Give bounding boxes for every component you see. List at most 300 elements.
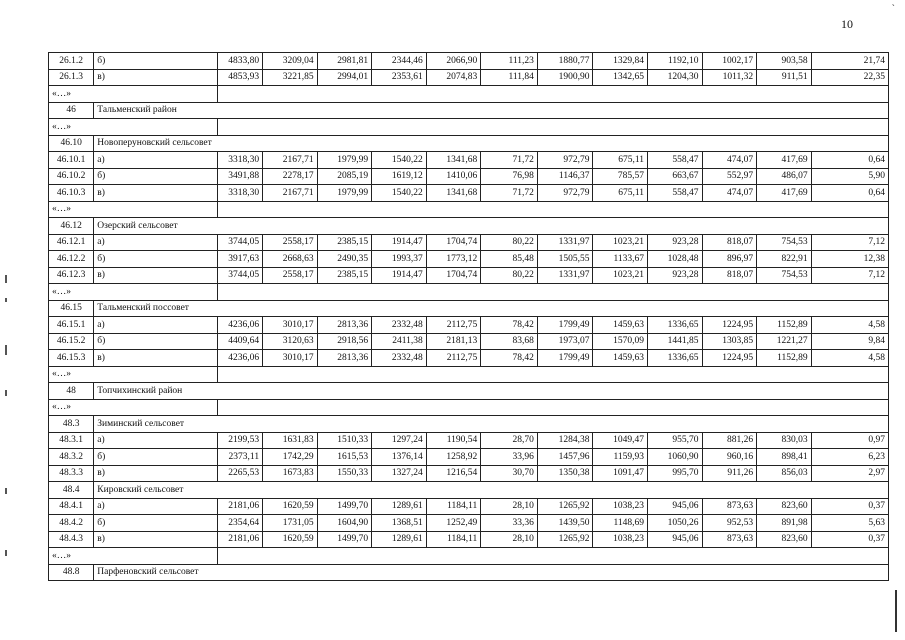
row-code-cell: 46.12.1 xyxy=(49,234,94,251)
ellipsis-row xyxy=(49,548,889,565)
value-cell: 28,10 xyxy=(481,531,538,548)
value-cell: 1028,48 xyxy=(648,251,703,268)
table-row xyxy=(49,185,889,202)
value-cell: 33,96 xyxy=(481,449,538,466)
value-cell: 3318,30 xyxy=(217,152,262,169)
row-code-cell: 48.3.2 xyxy=(49,449,94,466)
value-cell: 818,07 xyxy=(702,234,757,251)
value-cell: 1499,70 xyxy=(317,498,372,515)
row-code-cell: 26.1.3 xyxy=(49,69,94,86)
value-cell: 1620,59 xyxy=(263,498,318,515)
value-cell: 1224,95 xyxy=(702,350,757,367)
ellipsis-row xyxy=(49,201,889,218)
value-cell: 1604,90 xyxy=(317,515,372,532)
row-variant-cell: б) xyxy=(94,168,218,185)
table-row xyxy=(49,69,889,86)
value-cell: 1439,50 xyxy=(537,515,593,532)
value-cell: 1570,09 xyxy=(593,333,648,350)
row-code-cell: 46.10.3 xyxy=(49,185,94,202)
empty-cell xyxy=(217,119,888,136)
row-variant-cell: в) xyxy=(94,531,218,548)
row-code-cell: 46.12.2 xyxy=(49,251,94,268)
value-cell: 2278,17 xyxy=(263,168,318,185)
value-cell: 952,53 xyxy=(702,515,757,532)
value-cell: 1002,17 xyxy=(702,53,757,70)
row-code-cell: 48.4.1 xyxy=(49,498,94,515)
value-cell: 4833,80 xyxy=(217,53,262,70)
value-cell: 1773,12 xyxy=(426,251,481,268)
value-cell: 2981,81 xyxy=(317,53,372,70)
section-label-cell: Озерский сельсовет xyxy=(94,218,889,235)
row-code-cell: 46.12.3 xyxy=(49,267,94,284)
value-cell: 2994,01 xyxy=(317,69,372,86)
section-code-cell: 48 xyxy=(49,383,94,400)
empty-cell xyxy=(217,86,888,103)
empty-cell xyxy=(217,548,888,565)
value-cell: 754,53 xyxy=(757,234,812,251)
value-cell: 111,23 xyxy=(481,53,538,70)
value-cell: 1297,24 xyxy=(372,432,427,449)
section-label-cell: Тальменский район xyxy=(94,102,889,119)
value-cell: 2354,64 xyxy=(217,515,262,532)
value-cell: 2,97 xyxy=(811,465,888,482)
value-cell: 1499,70 xyxy=(317,531,372,548)
value-cell: 3120,63 xyxy=(263,333,318,350)
value-cell: 754,53 xyxy=(757,267,812,284)
value-cell: 2490,35 xyxy=(317,251,372,268)
value-cell: 4236,06 xyxy=(217,350,262,367)
value-cell: 1619,12 xyxy=(372,168,427,185)
row-variant-cell: а) xyxy=(94,432,218,449)
section-label-cell: Кировский сельсовет xyxy=(94,482,889,499)
corner-tick-mark: ˋ xyxy=(891,4,895,15)
value-cell: 1329,84 xyxy=(593,53,648,70)
value-cell: 1376,14 xyxy=(372,449,427,466)
table-row xyxy=(49,333,889,350)
value-cell: 891,98 xyxy=(757,515,812,532)
row-code-cell: 46.15.3 xyxy=(49,350,94,367)
value-cell: 1060,90 xyxy=(648,449,703,466)
value-cell: 1284,38 xyxy=(537,432,593,449)
value-cell: 0,64 xyxy=(811,152,888,169)
ellipsis-row xyxy=(49,284,889,301)
ellipsis-cell: «…» xyxy=(49,201,218,218)
value-cell: 1368,51 xyxy=(372,515,427,532)
value-cell: 5,90 xyxy=(811,168,888,185)
value-cell: 2332,48 xyxy=(372,317,427,334)
value-cell: 923,28 xyxy=(648,234,703,251)
row-variant-cell: б) xyxy=(94,251,218,268)
value-cell: 2181,13 xyxy=(426,333,481,350)
value-cell: 474,07 xyxy=(702,185,757,202)
value-cell: 22,35 xyxy=(811,69,888,86)
table-row xyxy=(49,449,889,466)
value-cell: 0,97 xyxy=(811,432,888,449)
value-cell: 911,51 xyxy=(757,69,812,86)
value-cell: 28,70 xyxy=(481,432,538,449)
row-code-cell: 48.4.3 xyxy=(49,531,94,548)
value-cell: 0,37 xyxy=(811,531,888,548)
value-cell: 856,03 xyxy=(757,465,812,482)
value-cell: 1342,65 xyxy=(593,69,648,86)
value-cell: 3744,05 xyxy=(217,234,262,251)
value-cell: 1023,21 xyxy=(593,267,648,284)
value-cell: 3491,88 xyxy=(217,168,262,185)
table-row xyxy=(49,152,889,169)
value-cell: 1224,95 xyxy=(702,317,757,334)
row-code-cell: 46.10.1 xyxy=(49,152,94,169)
table-row xyxy=(49,251,889,268)
value-cell: 1615,53 xyxy=(317,449,372,466)
value-cell: 830,03 xyxy=(757,432,812,449)
section-label-cell: Топчихинский район xyxy=(94,383,889,400)
value-cell: 6,23 xyxy=(811,449,888,466)
value-cell: 1091,47 xyxy=(593,465,648,482)
value-cell: 4409,64 xyxy=(217,333,262,350)
value-cell: 2385,15 xyxy=(317,234,372,251)
value-cell: 1880,77 xyxy=(537,53,593,70)
value-cell: 558,47 xyxy=(648,152,703,169)
value-cell: 1152,89 xyxy=(757,350,812,367)
value-cell: 2112,75 xyxy=(426,350,481,367)
value-cell: 4853,93 xyxy=(217,69,262,86)
value-cell: 995,70 xyxy=(648,465,703,482)
value-cell: 1540,22 xyxy=(372,152,427,169)
ellipsis-cell: «…» xyxy=(49,548,218,565)
value-cell: 1265,92 xyxy=(537,498,593,515)
empty-cell xyxy=(217,366,888,383)
value-cell: 1457,96 xyxy=(537,449,593,466)
value-cell: 111,84 xyxy=(481,69,538,86)
value-cell: 2066,90 xyxy=(426,53,481,70)
value-cell: 1050,26 xyxy=(648,515,703,532)
value-cell: 417,69 xyxy=(757,152,812,169)
value-cell: 5,63 xyxy=(811,515,888,532)
value-cell: 2353,61 xyxy=(372,69,427,86)
row-variant-cell: б) xyxy=(94,449,218,466)
value-cell: 823,60 xyxy=(757,531,812,548)
page-edge-mark xyxy=(891,590,897,632)
value-cell: 80,22 xyxy=(481,234,538,251)
section-code-cell: 48.3 xyxy=(49,416,94,433)
value-cell: 1258,92 xyxy=(426,449,481,466)
value-cell: 1331,97 xyxy=(537,234,593,251)
value-cell: 1673,83 xyxy=(263,465,318,482)
value-cell: 2112,75 xyxy=(426,317,481,334)
value-cell: 3744,05 xyxy=(217,267,262,284)
value-cell: 71,72 xyxy=(481,185,538,202)
value-cell: 1550,33 xyxy=(317,465,372,482)
row-variant-cell: а) xyxy=(94,317,218,334)
row-code-cell: 46.10.2 xyxy=(49,168,94,185)
section-header-row xyxy=(49,383,889,400)
value-cell: 9,84 xyxy=(811,333,888,350)
value-cell: 675,11 xyxy=(593,152,648,169)
value-cell: 7,12 xyxy=(811,267,888,284)
table-row xyxy=(49,317,889,334)
row-code-cell: 48.3.1 xyxy=(49,432,94,449)
value-cell: 28,10 xyxy=(481,498,538,515)
ellipsis-cell: «…» xyxy=(49,366,218,383)
margin-mark xyxy=(5,345,7,355)
row-code-cell: 48.4.2 xyxy=(49,515,94,532)
value-cell: 474,07 xyxy=(702,152,757,169)
value-cell: 78,42 xyxy=(481,350,538,367)
value-cell: 972,79 xyxy=(537,185,593,202)
row-variant-cell: б) xyxy=(94,53,218,70)
ellipsis-row xyxy=(49,86,889,103)
section-header-row xyxy=(49,564,889,581)
value-cell: 1331,97 xyxy=(537,267,593,284)
value-cell: 30,70 xyxy=(481,465,538,482)
table-row xyxy=(49,350,889,367)
value-cell: 2265,53 xyxy=(217,465,262,482)
row-variant-cell: в) xyxy=(94,69,218,86)
value-cell: 1038,23 xyxy=(593,531,648,548)
section-header-row xyxy=(49,482,889,499)
value-cell: 818,07 xyxy=(702,267,757,284)
value-cell: 2332,48 xyxy=(372,350,427,367)
ellipsis-row xyxy=(49,119,889,136)
value-cell: 1973,07 xyxy=(537,333,593,350)
value-cell: 78,42 xyxy=(481,317,538,334)
value-cell: 1184,11 xyxy=(426,498,481,515)
value-cell: 675,11 xyxy=(593,185,648,202)
value-cell: 960,16 xyxy=(702,449,757,466)
value-cell: 1133,67 xyxy=(593,251,648,268)
section-label-cell: Новоперуновский сельсовет xyxy=(94,135,889,152)
value-cell: 1265,92 xyxy=(537,531,593,548)
value-cell: 1459,63 xyxy=(593,350,648,367)
value-cell: 1410,06 xyxy=(426,168,481,185)
value-cell: 1341,68 xyxy=(426,152,481,169)
value-cell: 911,26 xyxy=(702,465,757,482)
value-cell: 2668,63 xyxy=(263,251,318,268)
section-code-cell: 46.12 xyxy=(49,218,94,235)
margin-mark xyxy=(5,275,7,283)
table-row xyxy=(49,432,889,449)
value-cell: 1184,11 xyxy=(426,531,481,548)
value-cell: 1336,65 xyxy=(648,317,703,334)
value-cell: 1148,69 xyxy=(593,515,648,532)
value-cell: 1252,49 xyxy=(426,515,481,532)
value-cell: 83,68 xyxy=(481,333,538,350)
value-cell: 1289,61 xyxy=(372,531,427,548)
table-row xyxy=(49,531,889,548)
row-variant-cell: в) xyxy=(94,267,218,284)
margin-mark xyxy=(5,488,7,494)
row-variant-cell: а) xyxy=(94,498,218,515)
row-code-cell: 46.15.1 xyxy=(49,317,94,334)
row-variant-cell: в) xyxy=(94,185,218,202)
value-cell: 2373,11 xyxy=(217,449,262,466)
value-cell: 1731,05 xyxy=(263,515,318,532)
value-cell: 3010,17 xyxy=(263,350,318,367)
value-cell: 1221,27 xyxy=(757,333,812,350)
value-cell: 2167,71 xyxy=(263,185,318,202)
section-header-row xyxy=(49,300,889,317)
value-cell: 945,06 xyxy=(648,531,703,548)
value-cell: 417,69 xyxy=(757,185,812,202)
value-cell: 76,98 xyxy=(481,168,538,185)
value-cell: 822,91 xyxy=(757,251,812,268)
section-code-cell: 46 xyxy=(49,102,94,119)
row-variant-cell: б) xyxy=(94,515,218,532)
ellipsis-row xyxy=(49,399,889,416)
row-code-cell: 48.3.3 xyxy=(49,465,94,482)
value-cell: 903,58 xyxy=(757,53,812,70)
ellipsis-cell: «…» xyxy=(49,399,218,416)
value-cell: 12,38 xyxy=(811,251,888,268)
value-cell: 2918,56 xyxy=(317,333,372,350)
section-header-row xyxy=(49,218,889,235)
value-cell: 1303,85 xyxy=(702,333,757,350)
value-cell: 85,48 xyxy=(481,251,538,268)
value-cell: 3318,30 xyxy=(217,185,262,202)
ellipsis-cell: «…» xyxy=(49,86,218,103)
value-cell: 3010,17 xyxy=(263,317,318,334)
empty-cell xyxy=(217,399,888,416)
value-cell: 1704,74 xyxy=(426,234,481,251)
value-cell: 2558,17 xyxy=(263,234,318,251)
table-row xyxy=(49,267,889,284)
value-cell: 2385,15 xyxy=(317,267,372,284)
section-code-cell: 48.8 xyxy=(49,564,94,581)
value-cell: 3917,63 xyxy=(217,251,262,268)
section-header-row xyxy=(49,135,889,152)
value-cell: 898,41 xyxy=(757,449,812,466)
value-cell: 1152,89 xyxy=(757,317,812,334)
value-cell: 785,57 xyxy=(593,168,648,185)
ellipsis-cell: «…» xyxy=(49,119,218,136)
value-cell: 558,47 xyxy=(648,185,703,202)
table-row xyxy=(49,465,889,482)
value-cell: 2411,38 xyxy=(372,333,427,350)
value-cell: 7,12 xyxy=(811,234,888,251)
value-cell: 1799,49 xyxy=(537,317,593,334)
value-cell: 945,06 xyxy=(648,498,703,515)
value-cell: 1327,24 xyxy=(372,465,427,482)
value-cell: 1023,21 xyxy=(593,234,648,251)
value-cell: 873,63 xyxy=(702,531,757,548)
value-cell: 1631,83 xyxy=(263,432,318,449)
section-code-cell: 46.15 xyxy=(49,300,94,317)
value-cell: 3221,85 xyxy=(263,69,318,86)
value-cell: 1620,59 xyxy=(263,531,318,548)
value-cell: 2199,53 xyxy=(217,432,262,449)
value-cell: 1441,85 xyxy=(648,333,703,350)
value-cell: 2558,17 xyxy=(263,267,318,284)
value-cell: 1900,90 xyxy=(537,69,593,86)
row-code-cell: 26.1.2 xyxy=(49,53,94,70)
value-cell: 896,97 xyxy=(702,251,757,268)
row-code-cell: 46.15.2 xyxy=(49,333,94,350)
table-row xyxy=(49,168,889,185)
value-cell: 1190,54 xyxy=(426,432,481,449)
value-cell: 2813,36 xyxy=(317,350,372,367)
value-cell: 1038,23 xyxy=(593,498,648,515)
value-cell: 823,60 xyxy=(757,498,812,515)
ellipsis-row xyxy=(49,366,889,383)
section-header-row xyxy=(49,102,889,119)
value-cell: 80,22 xyxy=(481,267,538,284)
row-variant-cell: а) xyxy=(94,152,218,169)
value-cell: 3209,04 xyxy=(263,53,318,70)
value-cell: 33,36 xyxy=(481,515,538,532)
value-cell: 552,97 xyxy=(702,168,757,185)
value-cell: 2344,46 xyxy=(372,53,427,70)
value-cell: 2074,83 xyxy=(426,69,481,86)
value-cell: 486,07 xyxy=(757,168,812,185)
empty-cell xyxy=(217,201,888,218)
value-cell: 4236,06 xyxy=(217,317,262,334)
value-cell: 972,79 xyxy=(537,152,593,169)
table-row xyxy=(49,515,889,532)
value-cell: 873,63 xyxy=(702,498,757,515)
value-cell: 881,26 xyxy=(702,432,757,449)
page-number: 10 xyxy=(841,17,853,31)
value-cell: 1159,93 xyxy=(593,449,648,466)
value-cell: 21,74 xyxy=(811,53,888,70)
value-cell: 2085,19 xyxy=(317,168,372,185)
value-cell: 1704,74 xyxy=(426,267,481,284)
value-cell: 1505,55 xyxy=(537,251,593,268)
section-label-cell: Парфеновский сельсовет xyxy=(94,564,889,581)
value-cell: 1510,33 xyxy=(317,432,372,449)
value-cell: 923,28 xyxy=(648,267,703,284)
empty-cell xyxy=(217,284,888,301)
section-code-cell: 46.10 xyxy=(49,135,94,152)
value-cell: 1204,30 xyxy=(648,69,703,86)
tariff-table xyxy=(48,52,889,581)
section-code-cell: 48.4 xyxy=(49,482,94,499)
row-variant-cell: в) xyxy=(94,350,218,367)
value-cell: 1341,68 xyxy=(426,185,481,202)
value-cell: 4,58 xyxy=(811,317,888,334)
value-cell: 1146,37 xyxy=(537,168,593,185)
section-label-cell: Зиминский сельсовет xyxy=(94,416,889,433)
value-cell: 1742,29 xyxy=(263,449,318,466)
value-cell: 71,72 xyxy=(481,152,538,169)
value-cell: 0,64 xyxy=(811,185,888,202)
value-cell: 2813,36 xyxy=(317,317,372,334)
value-cell: 2181,06 xyxy=(217,531,262,548)
section-header-row xyxy=(49,416,889,433)
table-row xyxy=(49,53,889,70)
value-cell: 1289,61 xyxy=(372,498,427,515)
value-cell: 1049,47 xyxy=(593,432,648,449)
value-cell: 663,67 xyxy=(648,168,703,185)
table-row xyxy=(49,498,889,515)
row-variant-cell: а) xyxy=(94,234,218,251)
row-variant-cell: б) xyxy=(94,333,218,350)
value-cell: 0,37 xyxy=(811,498,888,515)
table-row xyxy=(49,234,889,251)
margin-mark xyxy=(5,298,7,302)
margin-mark xyxy=(5,550,7,556)
value-cell: 1799,49 xyxy=(537,350,593,367)
value-cell: 1459,63 xyxy=(593,317,648,334)
value-cell: 1011,32 xyxy=(702,69,757,86)
value-cell: 1216,54 xyxy=(426,465,481,482)
value-cell: 1979,99 xyxy=(317,152,372,169)
value-cell: 1993,37 xyxy=(372,251,427,268)
value-cell: 1914,47 xyxy=(372,267,427,284)
value-cell: 1540,22 xyxy=(372,185,427,202)
value-cell: 4,58 xyxy=(811,350,888,367)
margin-mark xyxy=(5,390,7,396)
value-cell: 2181,06 xyxy=(217,498,262,515)
